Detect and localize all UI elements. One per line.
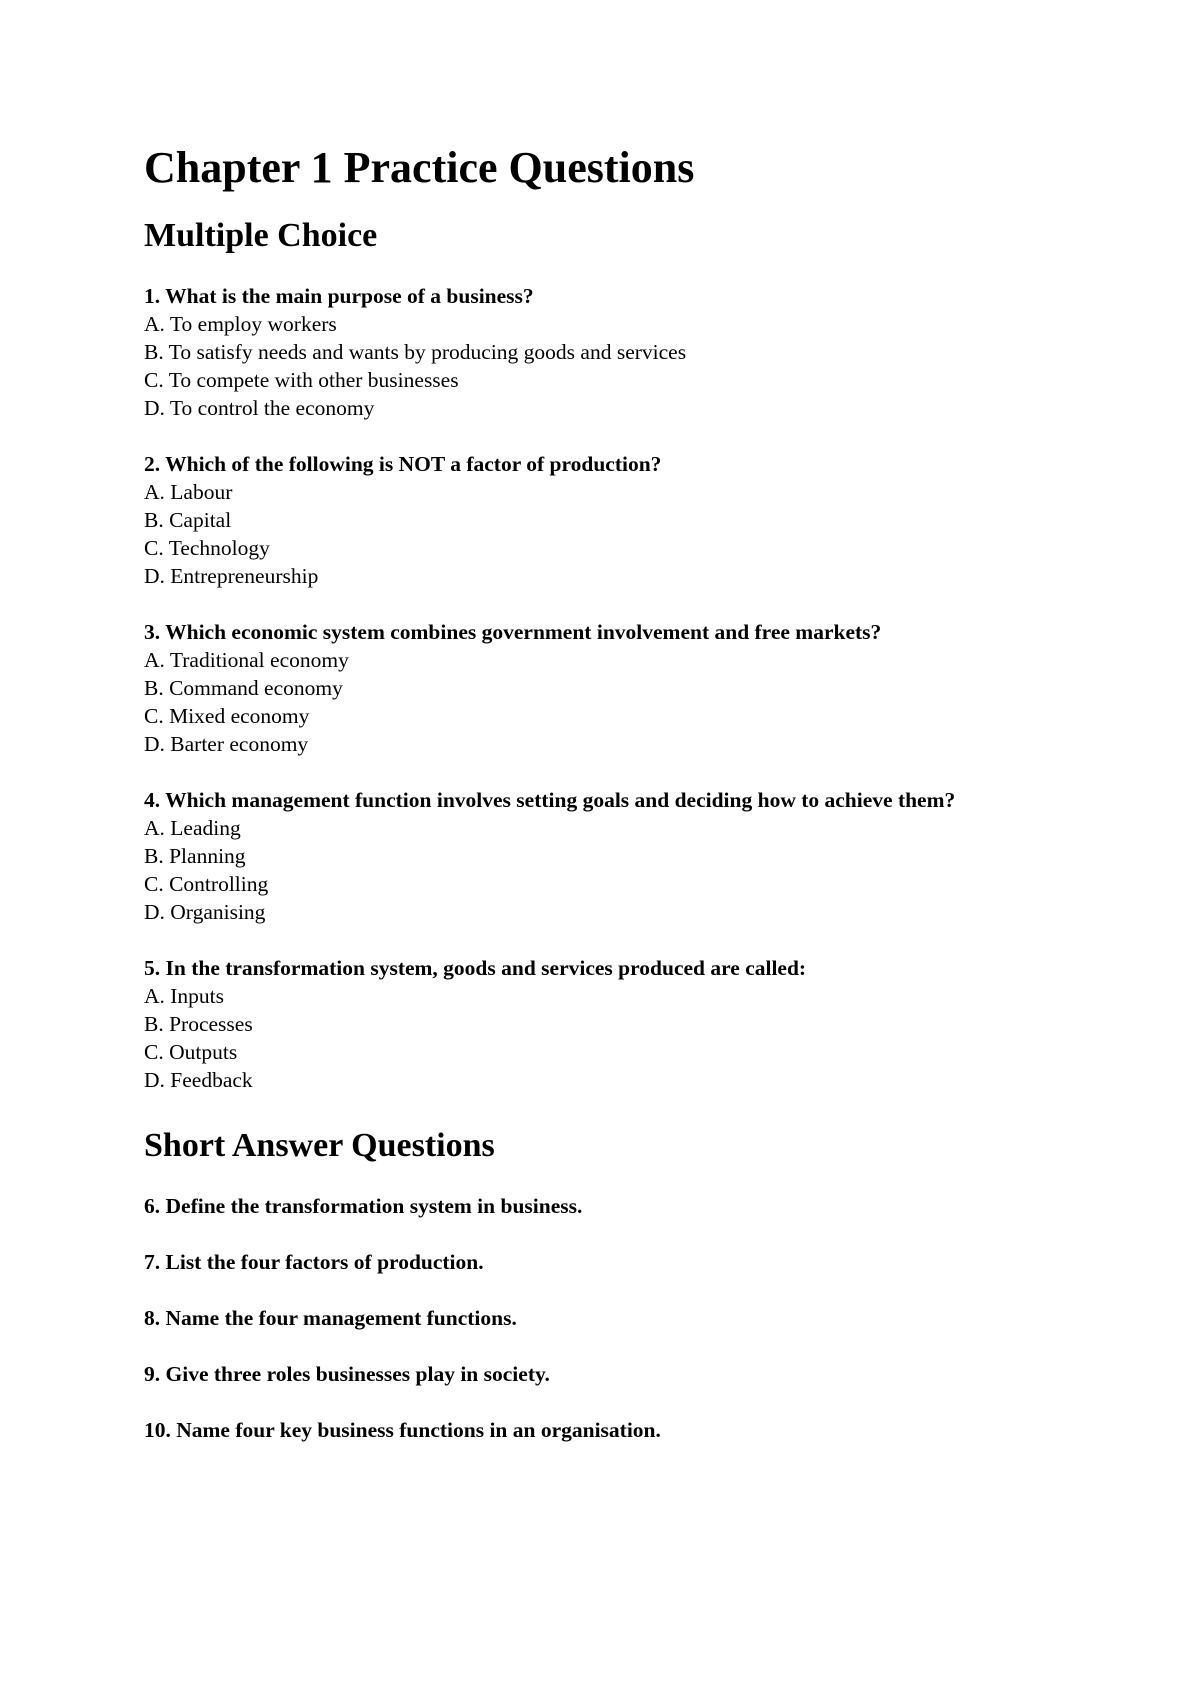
question-text: 3. Which economic system combines government involvement and free markets? [144, 620, 882, 644]
answer-option: B. Processes [144, 1012, 253, 1036]
answer-option: B. To satisfy needs and wants by producing goods and services [144, 340, 687, 364]
answer-option: D. To control the economy [144, 396, 375, 420]
short-answer-section [144, 1124, 1104, 1444]
question-5 [144, 954, 1104, 1094]
answer-option: C. Outputs [144, 1040, 238, 1064]
page-title: Chapter 1 Practice Questions [144, 143, 695, 192]
answer-option: D. Entrepreneurship [144, 564, 319, 588]
short-answer-question: 6. Define the transformation system in business. [144, 1194, 583, 1218]
question-3 [144, 618, 1104, 758]
question-4 [144, 786, 1104, 926]
question-2 [144, 450, 1104, 590]
answer-option: B. Command economy [144, 676, 343, 700]
short-answer-question: 9. Give three roles businesses play in society. [144, 1362, 550, 1386]
answer-option: B. Capital [144, 508, 232, 532]
answer-option: C. Mixed economy [144, 704, 310, 728]
question-text: 4. Which management function involves setting goals and deciding how to achieve them? [144, 788, 956, 812]
question-text: 2. Which of the following is NOT a factor of production? [144, 452, 662, 476]
short-answer-heading: Short Answer Questions [144, 1127, 495, 1164]
document-page [144, 140, 1104, 1472]
answer-option: C. To compete with other businesses [144, 368, 459, 392]
question-1 [144, 282, 1104, 422]
answer-option: C. Controlling [144, 872, 269, 896]
short-answer-question: 10. Name four key business functions in an organisation. [144, 1418, 661, 1442]
short-answer-question: 8. Name the four management functions. [144, 1306, 517, 1330]
answer-option: B. Planning [144, 844, 246, 868]
answer-option: A. Labour [144, 480, 233, 504]
answer-option: D. Barter economy [144, 732, 309, 756]
answer-option: A. To employ workers [144, 312, 337, 336]
multiple-choice-heading: Multiple Choice [144, 217, 378, 254]
answer-option: A. Traditional economy [144, 648, 349, 672]
answer-option: D. Organising [144, 900, 266, 924]
answer-option: A. Inputs [144, 984, 225, 1008]
answer-option: A. Leading [144, 816, 241, 840]
answer-option: C. Technology [144, 536, 270, 560]
short-answer-question: 7. List the four factors of production. [144, 1250, 484, 1274]
question-text: 1. What is the main purpose of a business? [144, 284, 534, 308]
question-text: 5. In the transformation system, goods and services produced are called: [144, 956, 807, 980]
multiple-choice-section [144, 214, 1104, 1094]
answer-option: D. Feedback [144, 1068, 253, 1092]
